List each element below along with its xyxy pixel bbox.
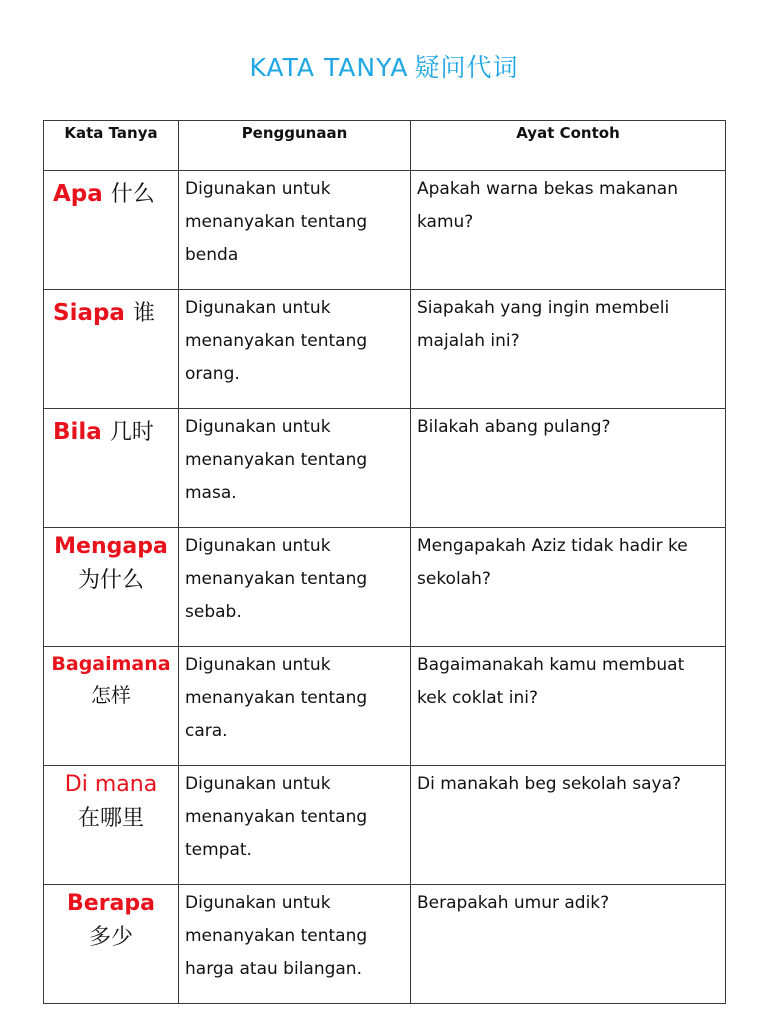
table-header-row — [44, 121, 726, 171]
usage-cell: Digunakan untuk menanyakan tentang sebab. — [179, 528, 411, 647]
question-word-cell — [44, 528, 179, 647]
example-cell: Apakah warna bekas makanan kamu? — [411, 171, 726, 290]
question-word-chinese: 几时 — [109, 420, 154, 445]
usage-cell: Digunakan untuk menanyakan tentang cara. — [179, 647, 411, 766]
question-word: Apa — [53, 181, 103, 207]
usage-cell: Digunakan untuk menanyakan tentang orang. — [179, 290, 411, 409]
table-row — [44, 885, 726, 1004]
question-word-chinese: 谁 — [132, 301, 155, 326]
question-word-chinese: 多少 — [88, 925, 133, 950]
table-row — [44, 290, 726, 409]
question-word: Siapa — [53, 300, 125, 326]
table-row — [44, 647, 726, 766]
example-cell: Bagaimanakah kamu membuat kek coklat ini? — [411, 647, 726, 766]
usage-cell: Digunakan untuk menanyakan tentang tempat. — [179, 766, 411, 885]
title-chinese: 疑问代词 — [414, 53, 519, 82]
example-cell: Berapakah umur adik? — [411, 885, 726, 1004]
title-latin: KATA TANYA — [249, 53, 409, 82]
question-word: Mengapa — [54, 534, 168, 559]
question-word-chinese: 怎样 — [91, 683, 131, 707]
usage-cell: Digunakan untuk menanyakan tentang benda — [179, 171, 411, 290]
question-word: Bila — [53, 419, 102, 445]
question-word-cell — [44, 171, 179, 290]
question-words-table — [43, 120, 726, 1004]
question-word-cell — [44, 409, 179, 528]
page-title — [0, 48, 768, 84]
question-word-cell — [44, 647, 179, 766]
example-cell: Mengapakah Aziz tidak hadir ke sekolah? — [411, 528, 726, 647]
table-row — [44, 766, 726, 885]
example-cell: Di manakah beg sekolah saya? — [411, 766, 726, 885]
question-word-chinese: 为什么 — [77, 568, 144, 593]
question-word-cell — [44, 766, 179, 885]
question-word: Bagaimana — [51, 653, 171, 675]
table-row — [44, 171, 726, 290]
table-row — [44, 528, 726, 647]
header-ayat-contoh: Ayat Contoh — [411, 121, 726, 171]
usage-cell: Digunakan untuk menanyakan tentang masa. — [179, 409, 411, 528]
header-kata-tanya: Kata Tanya — [44, 121, 179, 171]
example-cell: Bilakah abang pulang? — [411, 409, 726, 528]
question-word-chinese: 什么 — [110, 182, 155, 207]
question-word: Berapa — [67, 891, 155, 916]
header-penggunaan: Penggunaan — [179, 121, 411, 171]
table-row — [44, 409, 726, 528]
question-word: Di mana — [64, 772, 158, 797]
question-word-cell — [44, 885, 179, 1004]
question-word-cell — [44, 290, 179, 409]
question-word-chinese: 在哪里 — [77, 806, 144, 831]
example-cell: Siapakah yang ingin membeli majalah ini? — [411, 290, 726, 409]
usage-cell: Digunakan untuk menanyakan tentang harga atau bilangan. — [179, 885, 411, 1004]
